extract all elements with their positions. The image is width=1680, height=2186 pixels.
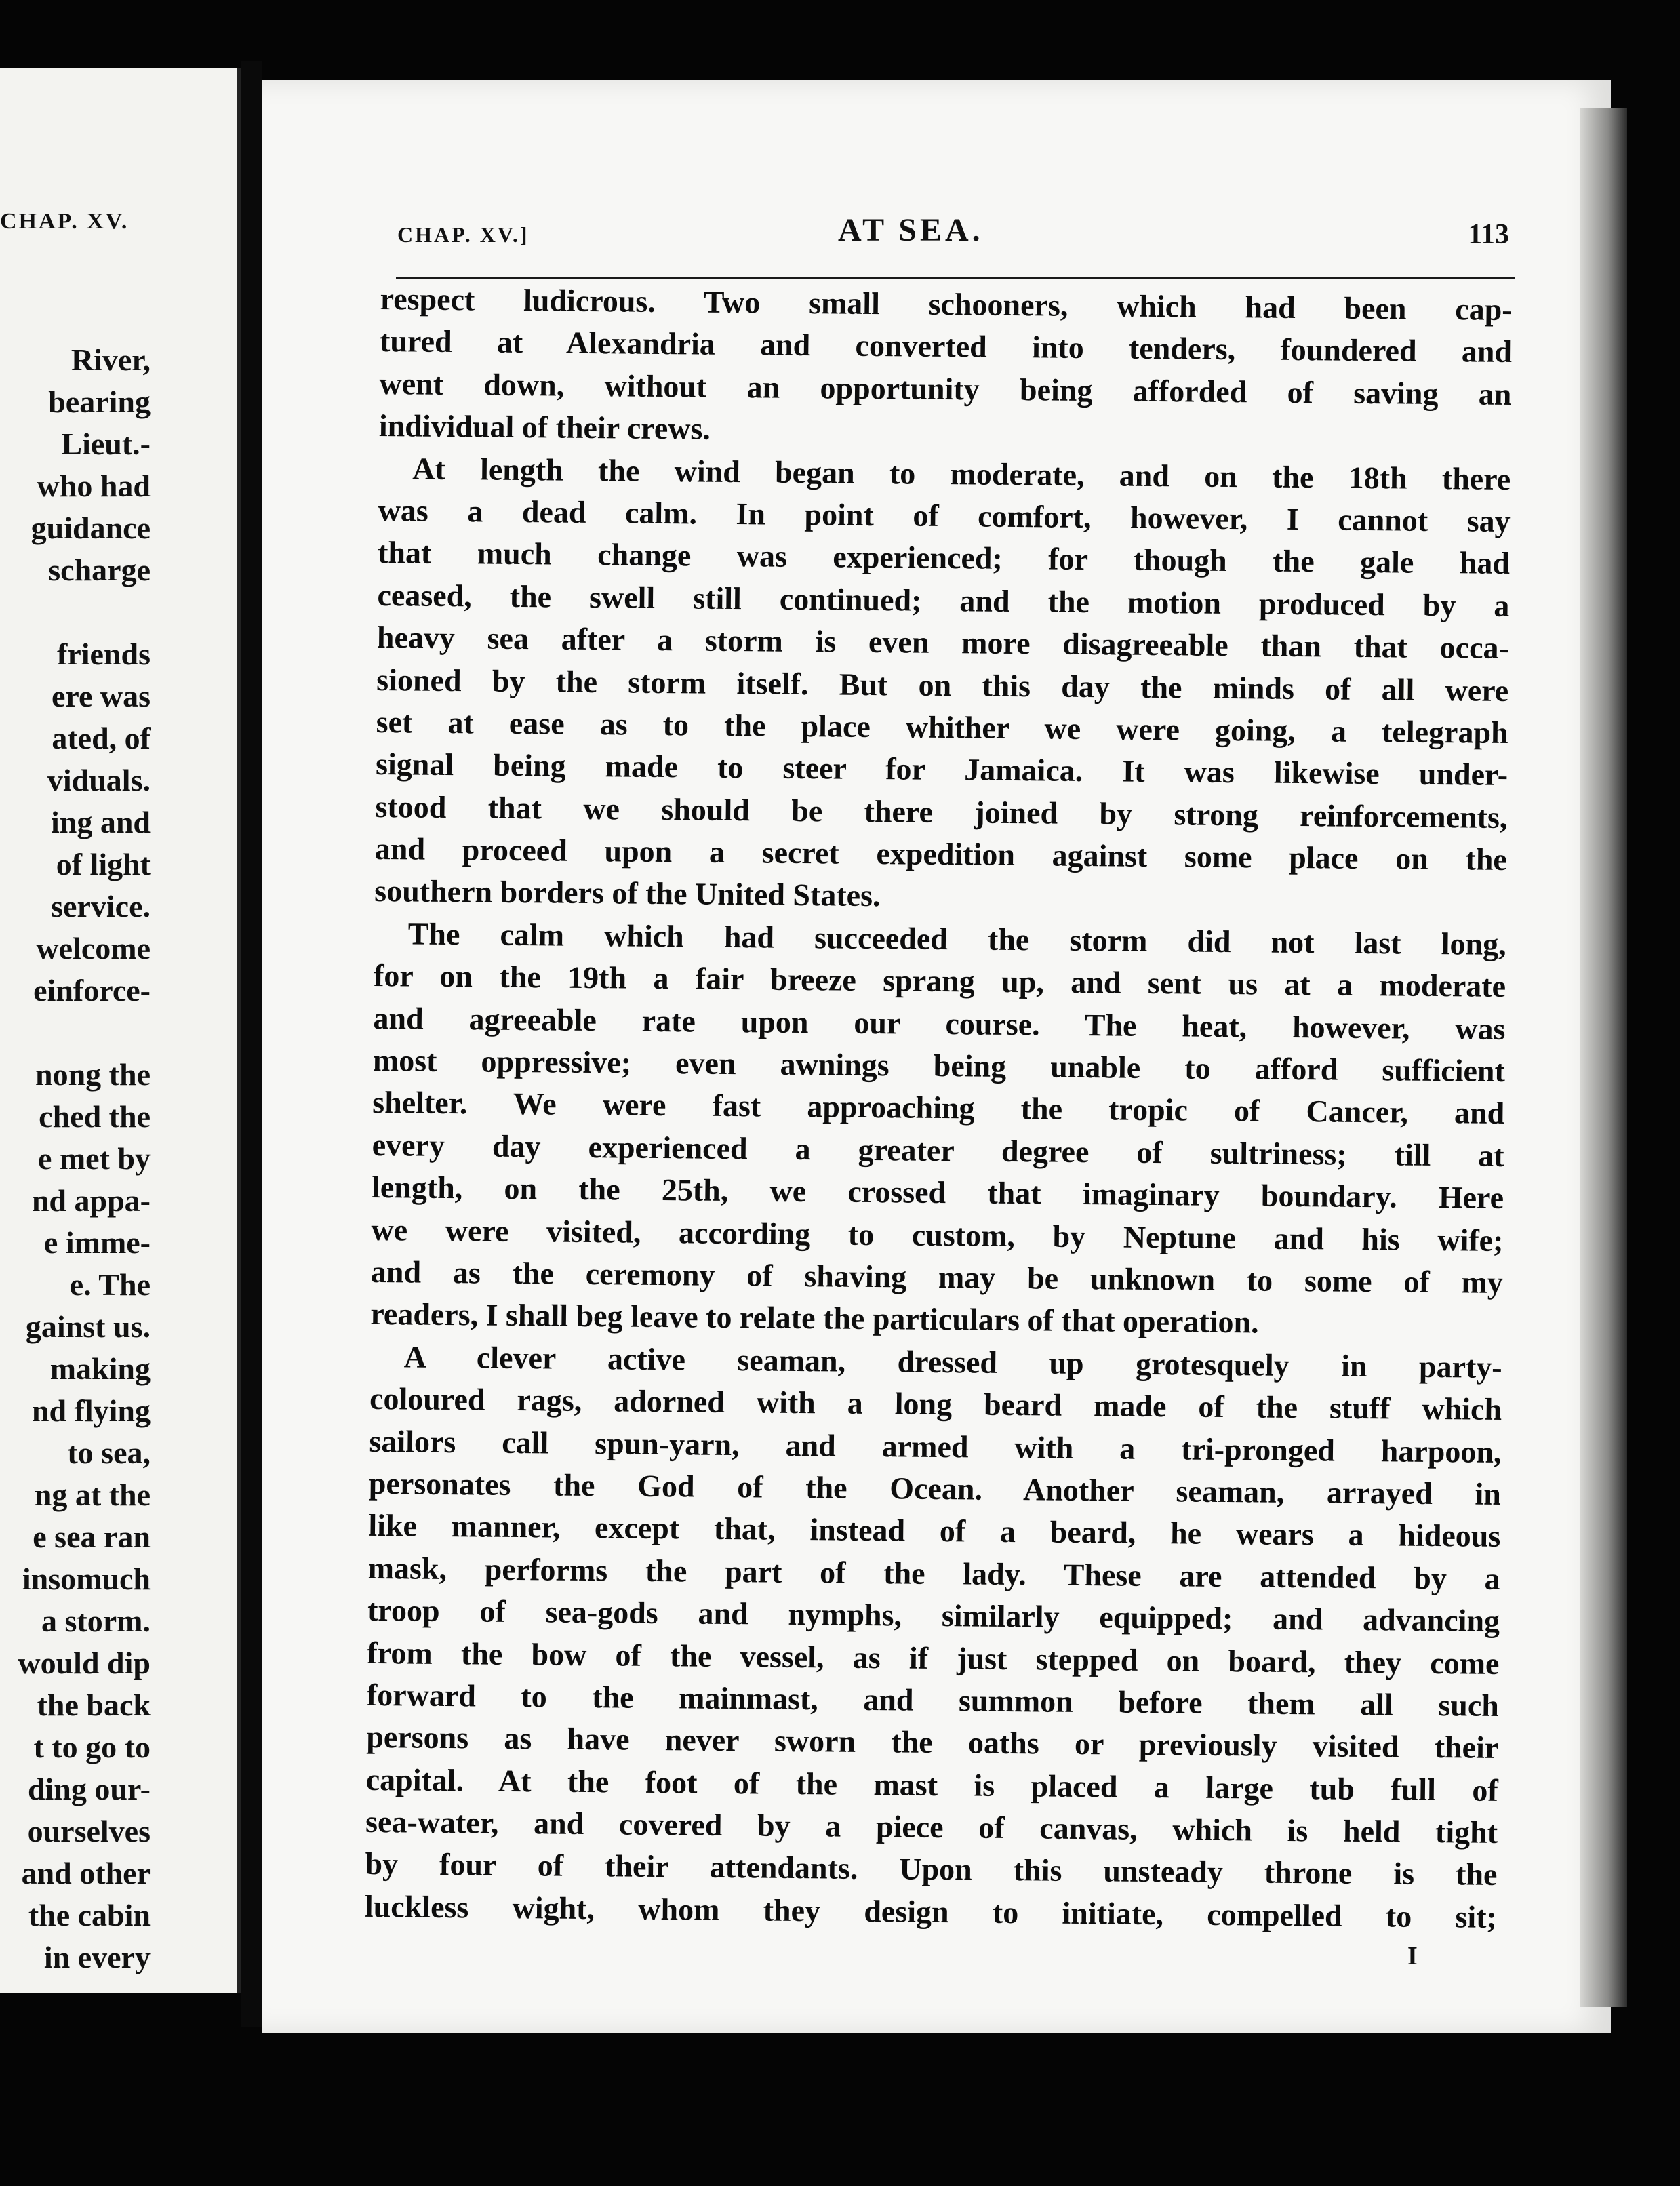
facing-page-line: ng at the [34,1477,151,1512]
signature-mark: I [1407,1942,1418,1970]
facing-page-line: a storm. [41,1604,151,1638]
facing-page-line: of light [56,847,151,881]
facing-page-line: ched the [39,1099,151,1134]
facing-page-line: viduals. [47,763,151,797]
text-line: coloured rags, adorned with a long beard made of the stuff which [369,1381,1502,1427]
facing-page-line: ourselves [27,1814,151,1848]
text-line: sailors call spun-yarn, and armed with a tri-pronged harpoon, [369,1423,1502,1469]
text-line: sea-water, and covered by a piece of canvas, which is held tight [365,1804,1498,1850]
text-line: persons as have never sworn the oaths or previously visited their [366,1720,1499,1766]
paragraph-gap [0,591,151,633]
text-line: capital. At the foot of the mast is placed a large tub full of [365,1762,1498,1808]
text-line: heavy sea after a storm is even more disagreeable than that occa- [376,620,1510,666]
text-line: set at ease as to the place whither we were going, a telegraph [376,704,1508,750]
text-line: mask, performs the part of the lady. These are attended by a [367,1550,1500,1596]
facing-page-line: welcome [36,931,151,966]
facing-page-text [0,339,151,1979]
facing-page-line: River, [71,342,151,377]
text-line: length, on the 25th, we crossed that imaginary boundary. Here [371,1170,1504,1216]
text-line: went down, without an opportunity being afforded of saving an [379,365,1512,412]
text-line: forward to the mainmast, and summon before them all such [366,1677,1500,1723]
page-number: 113 [1468,219,1509,250]
text-line: luckless wight, whom they design to initiate, compelled to sit; [364,1888,1498,1934]
text-line: like manner, except that, instead of a beard, he wears a hideous [368,1508,1501,1554]
text-line: personates the God of the Ocean. Another seaman, arrayed in [368,1465,1502,1511]
text-line: by four of their attendants. Upon this unsteady throne is the [365,1846,1498,1892]
text-line: we were visited, according to custom, by Neptune and his wife; [371,1212,1504,1258]
facing-page-line: the cabin [28,1898,151,1932]
facing-page-line: friends [57,637,151,671]
facing-page-line: service. [51,889,151,923]
text-line: southern borders of the United States. [374,873,881,913]
facing-page-line: Lieut.- [61,426,151,461]
facing-page-line: guidance [31,511,151,545]
text-line: for on the 19th a fair breeze sprang up, and sent us at a moderate [373,958,1506,1004]
facing-page-line: in every [43,1940,151,1974]
text-line: and agreeable rate upon our course. The heat, however, was [373,1000,1506,1046]
facing-page-line: e sea ran [33,1519,151,1554]
facing-page-line: nong the [35,1057,151,1092]
body-text [365,278,1513,1939]
facing-page-line: bearing [48,384,151,419]
text-line: and as the ceremony of shaving may be unknown to some of my [370,1254,1504,1300]
facing-page-line: making [49,1351,151,1386]
text-line: ceased, the swell still continued; and the motion produced by a [377,577,1510,623]
text-line: shelter. We were fast approaching the tropic of Cancer, and [372,1085,1505,1131]
text-line: signal being made to steer for Jamaica. It was likewise under- [375,747,1508,793]
page-edge [1580,108,1627,2007]
facing-page-header: CHAP. XV. [0,209,129,234]
header-rule [396,277,1515,279]
text-line: troop of sea-gods and nymphs, similarly equipped; and advancing [367,1593,1500,1639]
facing-page-line: scharge [48,553,151,587]
text-line: readers, I shall beg leave to relate the particulars of that operation. [370,1296,1259,1340]
facing-page-line: the back [37,1688,151,1722]
text-line: The calm which had succeeded the storm did not last long, [407,916,1506,961]
facing-page-line: who had [37,469,151,503]
text-line: At length the wind began to moderate, and on the 18th there [412,451,1511,496]
text-line: individual of their crews. [378,408,711,446]
facing-page-line: nd flying [31,1393,151,1428]
text-line: tured at Alexandria and converted into tenders, foundered and [379,323,1513,370]
facing-page-line: t to go to [33,1730,151,1764]
facing-page-line: einforce- [33,973,151,1008]
book-gutter [241,61,262,2027]
facing-page-line: ated, of [52,721,151,755]
facing-page-line: and other [21,1856,151,1890]
text-line: stood that we should be there joined by strong reinforcements, [375,789,1508,835]
text-line: that much change was experienced; for though the gale had [377,535,1511,581]
facing-page-line: nd appa- [31,1183,151,1218]
facing-page-line: ing and [50,805,151,839]
facing-page-line: insomuch [22,1562,151,1596]
running-header [397,209,1509,270]
facing-page [0,68,241,1993]
text-line: was a dead calm. In point of comfort, however, I cannot say [378,492,1511,538]
facing-page-line: gainst us. [25,1309,151,1344]
facing-page-line: to sea, [67,1435,151,1470]
book-page [262,80,1611,2033]
text-line: A clever active seaman, dressed up grotesquely in party- [403,1339,1502,1385]
text-line: and proceed upon a secret expedition against some place on the [374,831,1508,877]
chapter-label: CHAP. XV.] [397,222,529,247]
text-line: respect ludicrous. Two small schooners, which had been cap- [380,281,1513,327]
facing-page-line: e imme- [43,1225,151,1260]
text-line: sioned by the storm itself. But on this day the minds of all were [376,662,1509,708]
facing-page-line: e met by [37,1141,151,1176]
facing-page-line: ding our- [27,1772,151,1806]
facing-page-line: e. The [69,1267,151,1302]
text-line: most oppressive; even awnings being unable to afford sufficient [372,1042,1506,1089]
text-line: every day experienced a greater degree of sultriness; till at [372,1127,1504,1173]
paragraph-gap [0,1012,151,1054]
text-line: from the bow of the vessel, as if just stepped on board, they come [367,1635,1500,1681]
page-title: AT SEA. [838,212,984,248]
facing-page-line: ere was [51,679,151,713]
facing-page-line: would dip [18,1646,151,1680]
